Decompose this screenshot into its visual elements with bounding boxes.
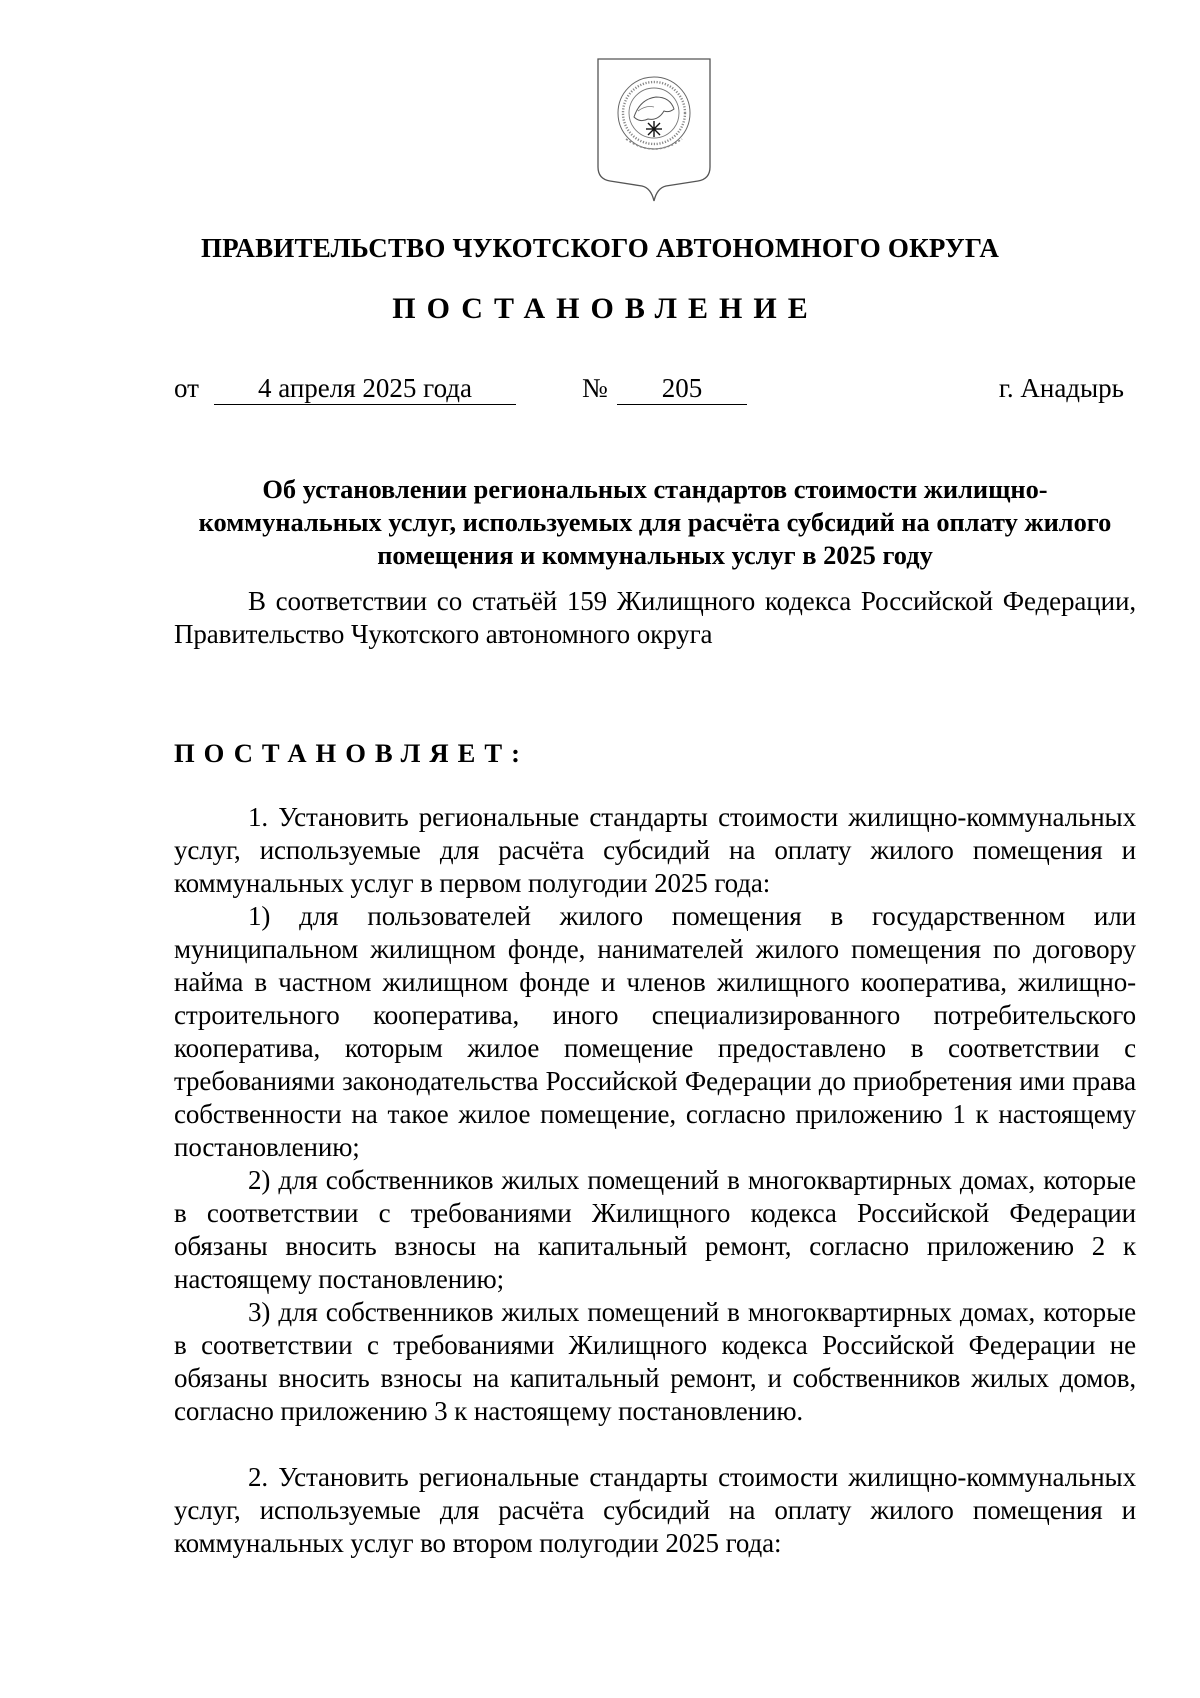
government-title: ПРАВИТЕЛЬСТВО ЧУКОТСКОГО АВТОНОМНОГО ОКРУГА	[200, 233, 1000, 263]
subparagraph-1-1: 1) для пользователей жилого помещения в государственном или муниципальном жилищном фонде, нанимателей жилого помещения по договору найма в частном жилищном фонде и членов жилищного кооператива, жилищно-строительного кооператива, иного специализированного потребительского кооператива, которым жилое помещение предоставлено в соответствии с требованиями законодательства Российской Федерации до приобретения ими права собственности на такое жилое помещение, согласно приложению 1 к настоящему постановлению;	[174, 901, 1136, 1162]
document-subject: Об установлении региональных стандартов стоимости жилищно-коммунальных услуг, используемых для расчёта субсидий на оплату жилого помещения и коммунальных услуг в 2025 году	[198, 474, 1112, 570]
document-type-heading: ПОСТАНОВЛЕНИЕ	[392, 292, 819, 325]
preamble-paragraph: В соответствии со статьёй 159 Жилищного кодекса Российской Федерации, Правительство Чукотского автономного округа	[174, 586, 1136, 649]
document-city: г. Анадырь	[998, 373, 1124, 403]
subparagraph-1-2: 2) для собственников жилых помещений в многоквартирных домах, которые в соответствии с требованиями Жилищного кодекса Российской Федерации обязаны вносить взносы на капитальный ремонт, согласно приложению 2 к настоящему постановлению;	[174, 1165, 1136, 1294]
paragraph-1: 1. Установить региональные стандарты стоимости жилищно-коммунальных услуг, используемые для расчёта субсидий на оплату жилого помещения и коммунальных услуг в первом полугодии 2025 года:	[174, 802, 1136, 898]
paragraph-2: 2. Установить региональные стандарты стоимости жилищно-коммунальных услуг, используемые для расчёта субсидий на оплату жилого помещения и коммунальных услуг во втором полугодии 2025 года:	[174, 1462, 1136, 1558]
subparagraph-1-3: 3) для собственников жилых помещений в многоквартирных домах, которые в соответствии с требованиями Жилищного кодекса Российской Федерации не обязаны вносить взносы на капитальный ремонт, и собственников жилых домов, согласно приложению 3 к настоящему постановлению.	[174, 1297, 1136, 1426]
document-date: 4 апреля 2025 года	[214, 372, 516, 405]
document-number: 205	[617, 372, 747, 405]
date-prefix-label: от	[174, 373, 199, 403]
coat-of-arms-icon	[594, 55, 714, 205]
number-sign-label: №	[582, 373, 608, 403]
decree-word: ПОСТАНОВЛЯЕТ:	[174, 738, 529, 768]
